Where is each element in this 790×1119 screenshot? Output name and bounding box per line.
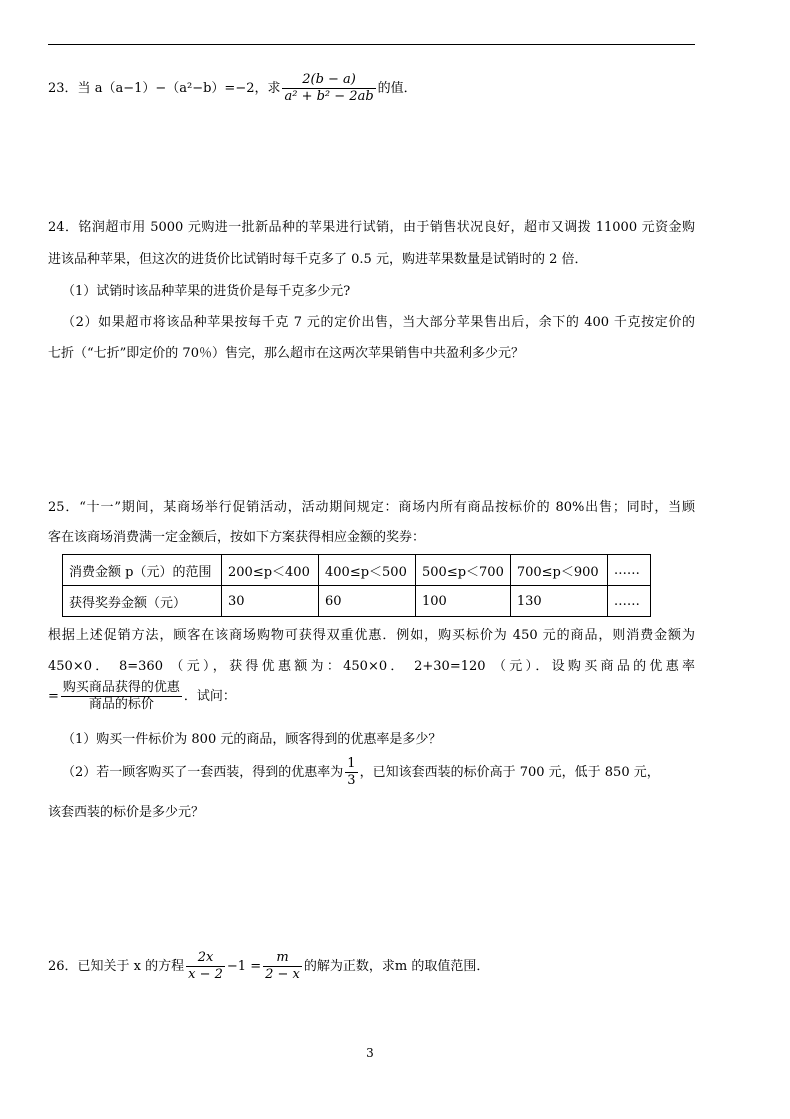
q25-line-4: 450×0． 8=360 （元），获得优惠额为：450×0． 2+30=120 （元）．设购买商品的优惠率 <box>48 659 695 674</box>
q26-fraction-1-denominator: x − 2 <box>188 967 223 982</box>
question-26 <box>48 950 489 983</box>
q23-fraction-denominator: a² + b² − 2ab <box>284 89 374 104</box>
table-row <box>63 586 651 617</box>
q25-sub2-numerator: 1 <box>347 756 356 771</box>
q26-prefix: 26．已知关于 x 的方程 <box>48 959 185 974</box>
table-cell: 400≤p＜500 <box>319 555 416 586</box>
table-cell: …… <box>607 555 650 586</box>
q24-line-2: 进该品种苹果，但这次的进货价比试销时每千克多了 0.5 元，购进苹果数量是试销时的 2 倍． <box>48 252 588 267</box>
q26-fraction-2 <box>263 950 302 983</box>
q25-subquestion-1: （1）购买一件标价为 800 元的商品，顾客得到的优惠率是多少？ <box>62 732 442 747</box>
table-cell: 消费金额 p（元）的范围 <box>63 555 222 586</box>
q25-sub2-denominator: 3 <box>347 773 356 788</box>
prize-table <box>62 554 651 617</box>
q25-rate-definition <box>48 680 236 713</box>
q23-prefix: 23．当 <box>48 81 95 96</box>
q24-subquestion-2-line-1: （2）如果超市将该品种苹果按每千克 7 元的定价出售，当大部分苹果售出后，余下的 400 千克按定价的 <box>62 315 695 330</box>
q25-rate-suffix: ．试问： <box>183 689 236 704</box>
q25-line-3: 根据上述促销方法，顾客在该商场购物可获得双重优惠．例如，购买标价为 450 元的商品，则消费金额为 <box>48 628 695 643</box>
table-cell: 130 <box>510 586 607 617</box>
table-cell: …… <box>607 586 650 617</box>
q25-rate-denominator: 商品的标价 <box>61 696 182 713</box>
q23-fraction-numerator: 2(b − a) <box>302 72 356 87</box>
table-cell: 500≤p＜700 <box>416 555 511 586</box>
table-cell: 60 <box>319 586 416 617</box>
table-row <box>63 555 651 586</box>
table-cell: 30 <box>222 586 319 617</box>
table-cell: 获得奖券金额（元） <box>63 586 222 617</box>
q25-sub2-suffix: ，已知该套西装的标价高于 700 元，低于 850 元， <box>359 765 660 780</box>
q25-subquestion-2-line-2: 该套西装的标价是多少元？ <box>48 805 205 820</box>
q23-suffix: 的值． <box>377 81 417 96</box>
q25-sub2-prefix: （2）若一顾客购买了一套西装，得到的优惠率为 <box>62 765 344 780</box>
q25-line-2: 客在该商场消费满一定金额后，按如下方案获得相应金额的奖券： <box>48 530 426 545</box>
table-cell: 700≤p＜900 <box>510 555 607 586</box>
header-rule <box>48 44 695 45</box>
q26-fraction-1-numerator: 2x <box>197 950 214 965</box>
table-cell: 100 <box>416 586 511 617</box>
question-23 <box>48 72 417 105</box>
q26-fraction-1 <box>186 950 225 983</box>
q24-subquestion-2-line-2: 七折（“七折”即定价的 70％）售完，那么超市在这两次苹果销售中共盈利多少元？ <box>48 346 524 361</box>
q25-sub2-fraction <box>345 756 357 789</box>
page-number: 3 <box>366 1046 374 1060</box>
q24-subquestion-1: （1）试销时该品种苹果的进货价是每千克多少元? <box>62 284 351 299</box>
q26-middle: −1 = <box>226 959 262 974</box>
q26-suffix: 的解为正数，求m 的取值范围． <box>303 959 490 974</box>
q26-fraction-2-numerator: m <box>276 950 289 965</box>
table-cell: 200≤p＜400 <box>222 555 319 586</box>
q25-line-1: 25．“十一”期间，某商场举行促销活动，活动期间规定：商场内所有商品按标价的 80%出售；同时，当顾 <box>48 500 695 515</box>
q26-fraction-2-denominator: 2 − x <box>265 967 300 982</box>
q25-rate-equals: = <box>48 689 59 704</box>
q24-line-1: 24．铭润超市用 5000 元购进一批新品种的苹果进行试销，由于销售状况良好，超市又调拨 11000 元资金购 <box>48 220 695 235</box>
q23-fraction <box>282 72 375 105</box>
q25-subquestion-2 <box>62 756 660 789</box>
q25-rate-numerator: 购买商品获得的优惠 <box>62 680 180 695</box>
q23-expression: a（a−1）−（a²−b）=−2，求 <box>94 81 281 96</box>
q25-rate-fraction <box>61 680 182 713</box>
